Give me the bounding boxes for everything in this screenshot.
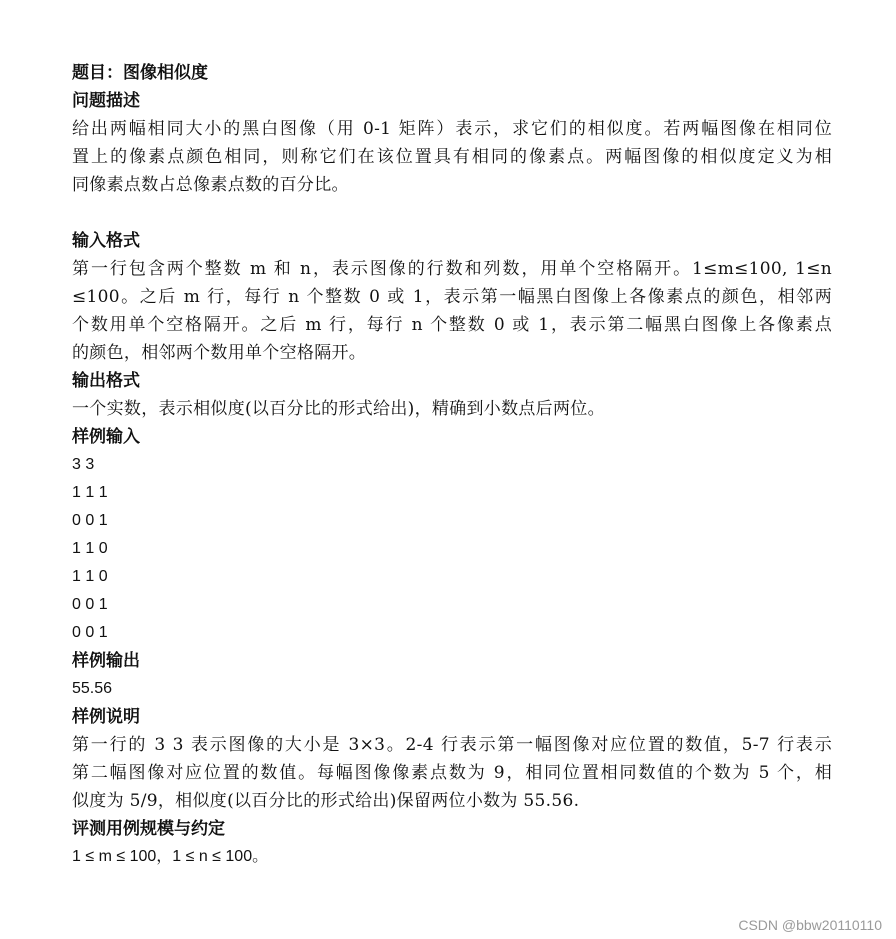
sample-input-line: 0 0 1	[72, 596, 108, 613]
sample-input-line: 1 1 0	[72, 540, 108, 557]
sample-explanation-line: 第一行的 3 3 表示图像的大小是 3×3。2-4 行表示第一幅图像对应位置的数值，5-7 行表示	[72, 735, 832, 755]
sample-input-line: 3 3	[72, 456, 95, 473]
sample-output-heading: 样例输出	[72, 651, 140, 671]
input-format-line: 个数用单个空格隔开。之后 m 行，每行 n 个整数 0 或 1，表示第二幅黑白图像上各像素点	[72, 315, 832, 335]
problem-title: 题目：图像相似度	[72, 63, 208, 83]
sample-input-line: 1 1 1	[72, 484, 108, 501]
sample-explanation-heading: 样例说明	[72, 707, 140, 727]
input-format-line: 第一行包含两个整数 m 和 n，表示图像的行数和列数，用单个空格隔开。1≤m≤100, 1≤n	[72, 259, 832, 279]
constraints-line: 1 ≤ m ≤ 100，1 ≤ n ≤ 100。	[72, 848, 269, 865]
constraints-heading: 评测用例规模与约定	[72, 819, 225, 839]
input-format-line: ≤100。之后 m 行，每行 n 个整数 0 或 1，表示第一幅黑白图像上各像素点的颜色，相邻两	[72, 287, 832, 307]
spacer	[72, 199, 832, 227]
sample-input-heading: 样例输入	[72, 427, 140, 447]
description-line: 同像素点数占总像素点数的百分比。	[72, 175, 349, 195]
sample-output-line: 55.56	[72, 680, 113, 697]
csdn-watermark: CSDN @bbw20110110	[738, 917, 882, 933]
problem-document	[72, 59, 832, 871]
input-format-line: 的颜色，相邻两个数用单个空格隔开。	[72, 343, 367, 363]
description-line: 置上的像素点颜色相同，则称它们在该位置具有相同的像素点。两幅图像的相似度定义为相	[72, 147, 832, 167]
description-heading: 问题描述	[72, 91, 140, 111]
output-format-line: 一个实数，表示相似度(以百分比的形式给出)，精确到小数点后两位。	[72, 399, 605, 419]
sample-explanation-line: 第二幅图像对应位置的数值。每幅图像像素点数为 9，相同位置相同数值的个数为 5 个，相	[72, 763, 832, 783]
sample-input-line: 0 0 1	[72, 624, 108, 641]
sample-input-line: 1 1 0	[72, 568, 108, 585]
sample-input-line: 0 0 1	[72, 512, 108, 529]
sample-explanation-line: 似度为 5/9，相似度(以百分比的形式给出)保留两位小数为 55.56.	[72, 791, 580, 811]
description-line: 给出两幅相同大小的黑白图像（用 0-1 矩阵）表示，求它们的相似度。若两幅图像在相同位	[72, 119, 832, 139]
output-format-heading: 输出格式	[72, 371, 140, 391]
input-format-heading: 输入格式	[72, 231, 140, 251]
